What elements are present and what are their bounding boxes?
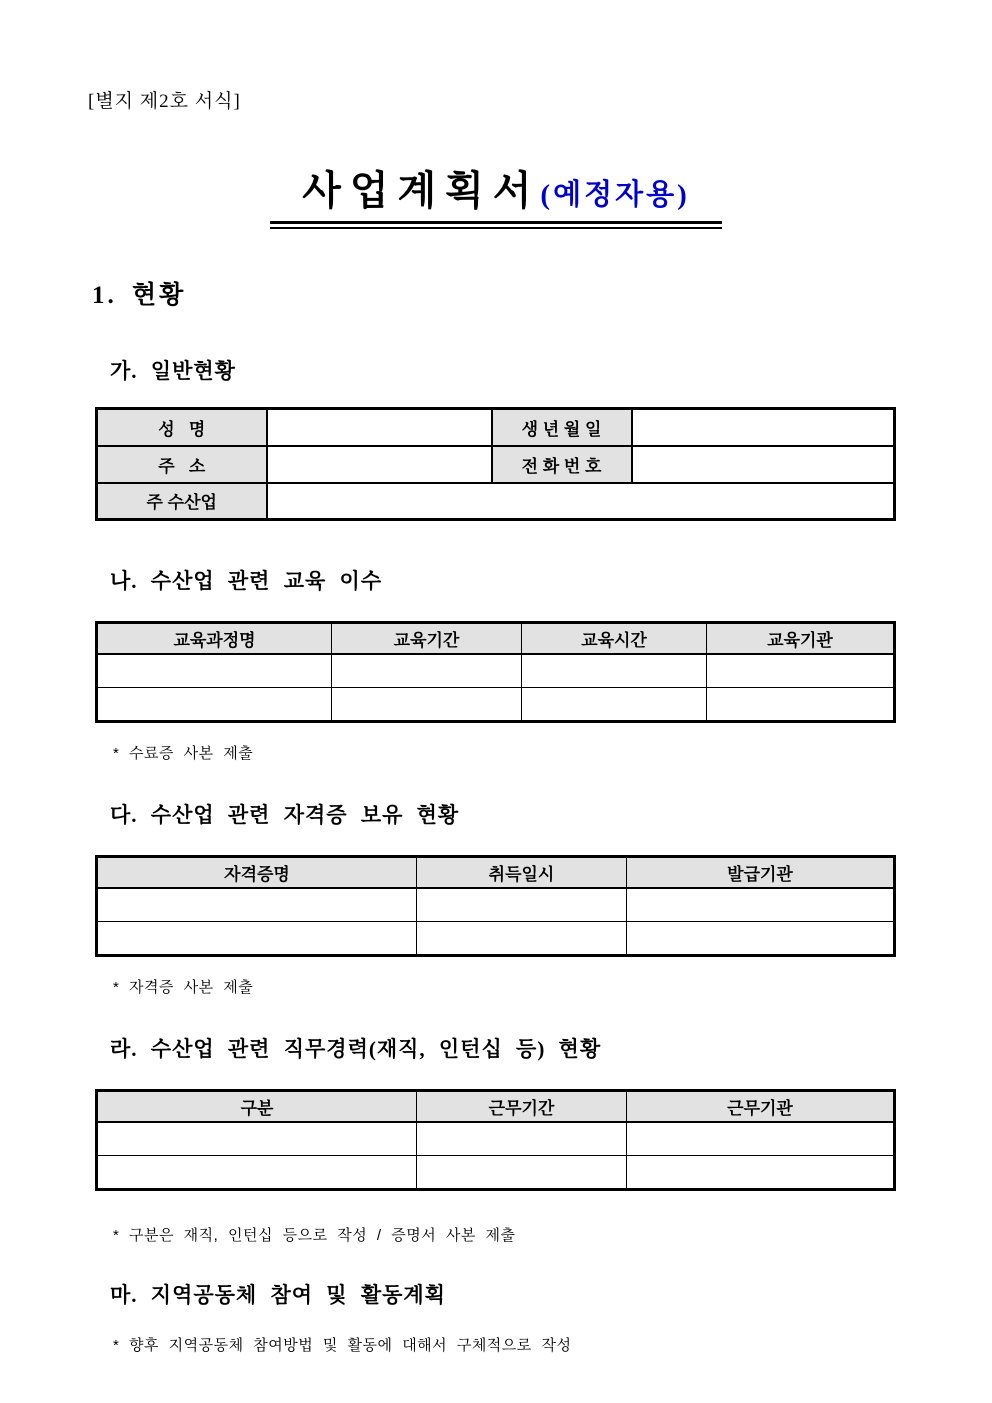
field-label-phone: 전 화 번 호 (492, 446, 632, 483)
note-certificate-copy-license: * 자격증 사본 제출 (113, 979, 254, 996)
note-career-instructions: * 구분은 재직, 인턴십 등으로 작성 / 증명서 사본 제출 (113, 1227, 516, 1244)
table-cell[interactable] (97, 888, 417, 922)
field-value-phone[interactable] (632, 446, 895, 483)
table-cell[interactable] (332, 688, 522, 722)
table-cell[interactable] (627, 922, 895, 956)
field-label-birthdate: 생 년 월 일 (492, 409, 632, 446)
field-value-name[interactable] (267, 409, 492, 446)
col-header-work-period: 근무기간 (417, 1091, 627, 1122)
career-table (95, 1089, 896, 1191)
title-underline-bottom (270, 227, 722, 229)
table-cell[interactable] (97, 688, 332, 722)
education-table (95, 621, 896, 723)
table-header-row (97, 857, 895, 888)
field-value-birthdate[interactable] (632, 409, 895, 446)
note-certificate-copy-education: * 수료증 사본 제출 (113, 745, 254, 762)
table-cell[interactable] (417, 922, 627, 956)
table-cell[interactable] (522, 654, 707, 688)
col-header-work-institution: 근무기관 (627, 1091, 895, 1122)
general-info-table (95, 407, 896, 521)
note-community-instructions: * 향후 지역공동체 참여방법 및 활동에 대해서 구체적으로 작성 (113, 1337, 572, 1354)
field-label-name: 성 명 (97, 409, 267, 446)
table-row (97, 922, 895, 956)
subsection-heading-education: 나. 수산업 관련 교육 이수 (110, 569, 383, 593)
table-cell[interactable] (627, 1122, 895, 1156)
table-cell[interactable] (417, 1156, 627, 1190)
page-title: 사업계획서 (302, 168, 541, 213)
col-header-edu-hours: 교육시간 (522, 623, 707, 654)
field-label-main-fishery: 주 수산업 (97, 483, 267, 520)
table-cell[interactable] (627, 1156, 895, 1190)
table-header-row (97, 623, 895, 654)
table-cell[interactable] (417, 1122, 627, 1156)
section-heading-status: 1. 현황 (92, 282, 187, 309)
field-value-main-fishery[interactable] (267, 483, 895, 520)
table-row (97, 1156, 895, 1190)
subsection-heading-certificates: 다. 수산업 관련 자격증 보유 현황 (110, 803, 460, 827)
table-row (97, 446, 895, 483)
table-cell[interactable] (707, 654, 895, 688)
col-header-career-type: 구분 (97, 1091, 417, 1122)
table-cell[interactable] (97, 654, 332, 688)
field-value-address[interactable] (267, 446, 492, 483)
table-cell[interactable] (332, 654, 522, 688)
table-cell[interactable] (97, 1122, 417, 1156)
col-header-cert-name: 자격증명 (97, 857, 417, 888)
table-row (97, 483, 895, 520)
table-cell[interactable] (522, 688, 707, 722)
table-cell[interactable] (417, 888, 627, 922)
table-cell[interactable] (97, 1156, 417, 1190)
table-cell[interactable] (97, 922, 417, 956)
subsection-heading-community: 마. 지역공동체 참여 및 활동계획 (110, 1283, 446, 1307)
table-row (97, 1122, 895, 1156)
col-header-cert-date: 취득일시 (417, 857, 627, 888)
col-header-course-name: 교육과정명 (97, 623, 332, 654)
table-row (97, 888, 895, 922)
subsection-heading-general: 가. 일반현황 (110, 359, 236, 383)
table-row (97, 409, 895, 446)
title-underline (270, 221, 722, 229)
col-header-edu-period: 교육기간 (332, 623, 522, 654)
table-header-row (97, 1091, 895, 1122)
table-row (97, 654, 895, 688)
table-cell[interactable] (707, 688, 895, 722)
col-header-edu-institution: 교육기관 (707, 623, 895, 654)
title-underline-top (270, 221, 722, 224)
table-row (97, 688, 895, 722)
col-header-cert-issuer: 발급기관 (627, 857, 895, 888)
page-title-suffix: (예정자용) (540, 179, 690, 211)
certificate-table (95, 855, 896, 957)
field-label-address: 주 소 (97, 446, 267, 483)
subsection-heading-career: 라. 수산업 관련 직무경력(재직, 인턴십 등) 현황 (110, 1037, 602, 1061)
table-cell[interactable] (627, 888, 895, 922)
title-block (0, 159, 992, 229)
form-number-label: [별지 제2호 서식] (88, 91, 241, 112)
